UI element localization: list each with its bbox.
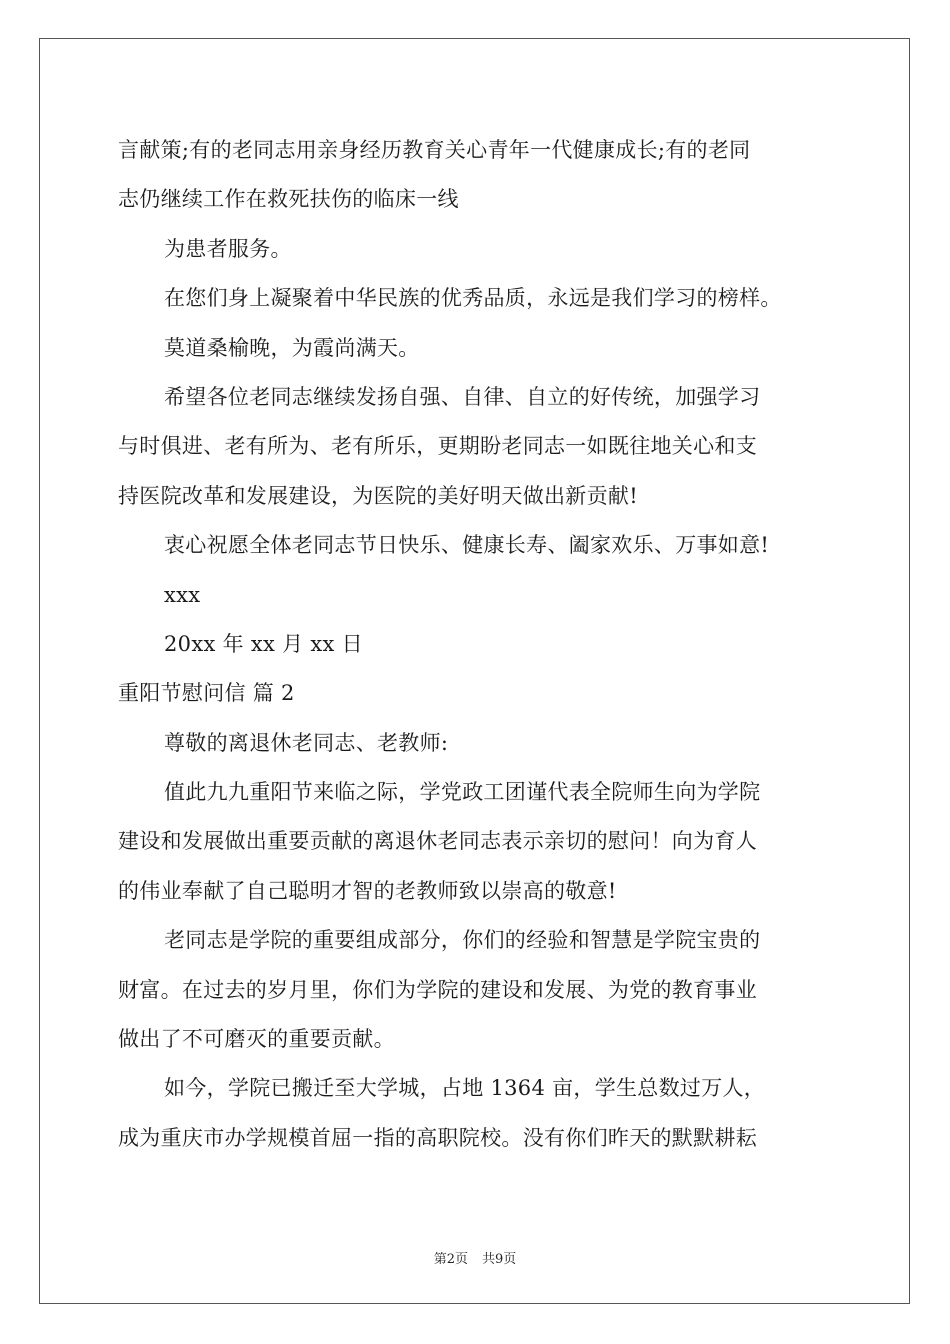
- text-line: 与时俱进、老有所为、老有所乐，更期盼老同志一如既往地关心和支: [118, 434, 757, 459]
- text-line: 建设和发展做出重要贡献的离退休老同志表示亲切的慰问！向为育人: [118, 829, 757, 854]
- text-line: 为患者服务。: [164, 236, 292, 261]
- text-line: 成为重庆市办学规模首屈一指的高职院校。没有你们昨天的默默耕耘: [118, 1125, 757, 1150]
- page-total: 共9页: [482, 1252, 517, 1267]
- page-number: 第2页: [433, 1252, 468, 1267]
- page-footer: [0, 1248, 950, 1267]
- text-line: 衷心祝愿全体老同志节日快乐、健康长寿、阖家欢乐、万事如意!: [164, 533, 770, 558]
- text-line: 做出了不可磨灭的重要贡献。: [118, 1027, 395, 1052]
- text-line: 在您们身上凝聚着中华民族的优秀品质，永远是我们学习的榜样。: [164, 286, 782, 311]
- text-line: 财富。在过去的岁月里，你们为学院的建设和发展、为党的教育事业: [118, 977, 757, 1002]
- text-line: xxx: [164, 582, 201, 607]
- text-line: 尊敬的离退休老同志、老教师:: [164, 730, 449, 755]
- text-line: 言献策;有的老同志用亲身经历教育关心青年一代健康成长;有的老同: [118, 138, 751, 162]
- text-line: 的伟业奉献了自己聪明才智的老教师致以崇高的敬意!: [118, 878, 617, 903]
- text-line: 如今，学院已搬迁至大学城，占地 1364 亩，学生总数过万人，: [164, 1076, 766, 1101]
- text-line: 20xx 年 xx 月 xx 日: [164, 631, 363, 656]
- text-line: 重阳节慰问信 篇 2: [118, 681, 295, 706]
- text-line: 志仍继续工作在救死扶伤的临床一线: [118, 187, 459, 212]
- document-body: [118, 126, 838, 1163]
- text-line: 希望各位老同志继续发扬自强、自律、自立的好传统，加强学习: [164, 384, 761, 409]
- text-line: 莫道桑榆晚，为霞尚满天。: [164, 335, 420, 360]
- text-line: 值此九九重阳节来临之际，学党政工团谨代表全院师生向为学院: [164, 780, 761, 805]
- text-line: 老同志是学院的重要组成部分，你们的经验和智慧是学院宝贵的: [164, 928, 761, 953]
- text-line: 持医院改革和发展建设，为医院的美好明天做出新贡献!: [118, 483, 638, 508]
